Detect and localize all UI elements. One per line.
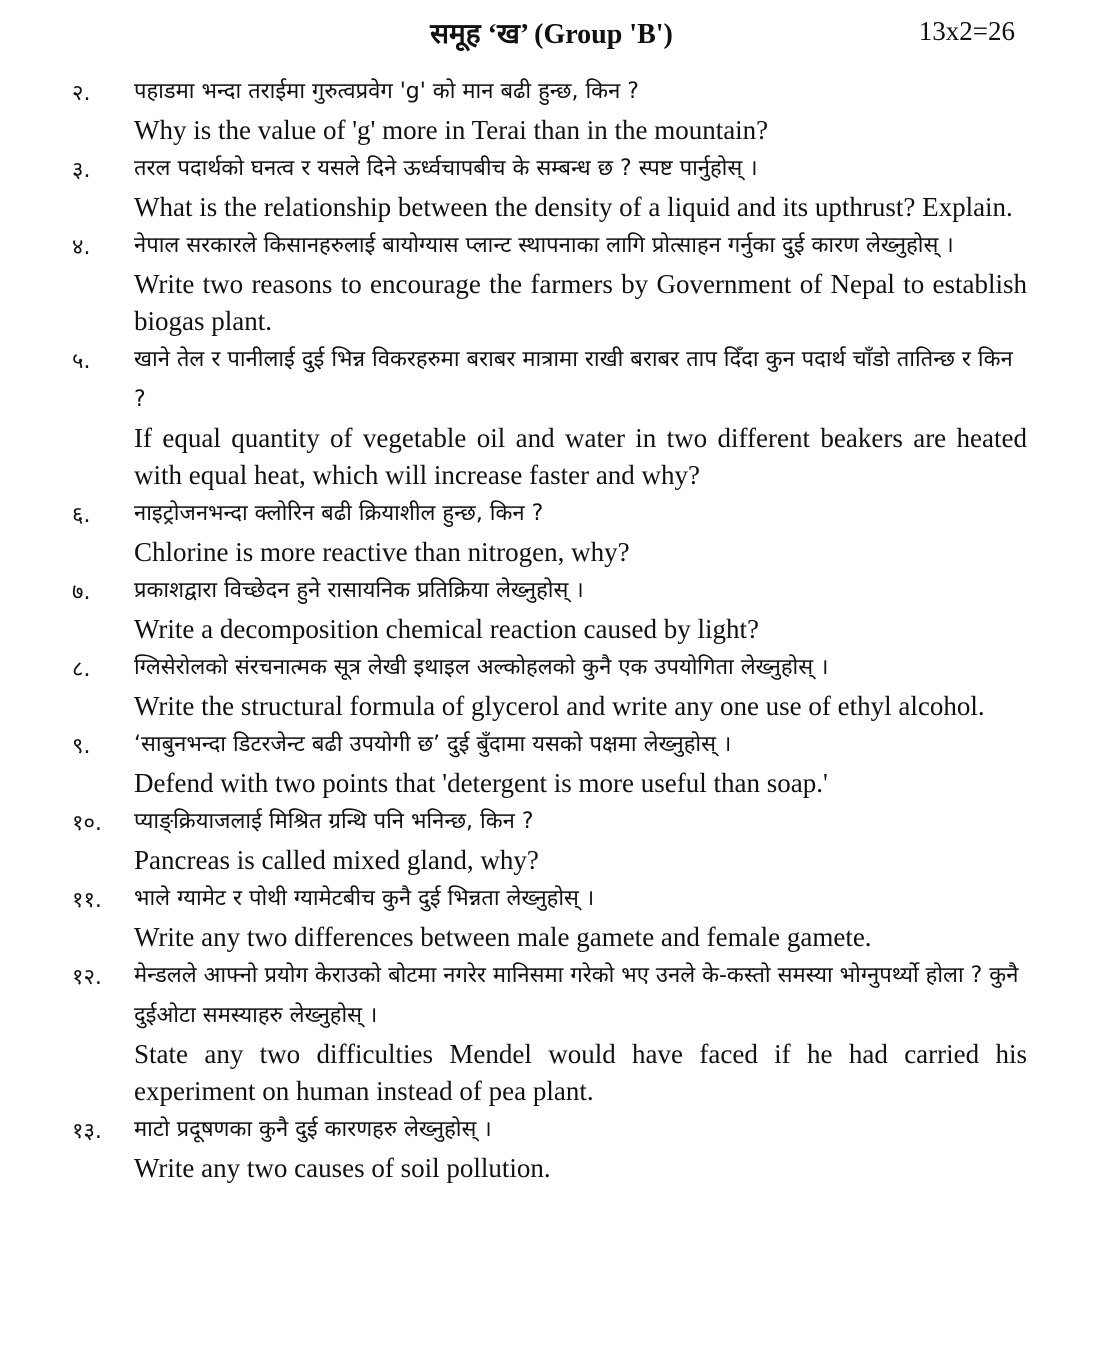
question-text-nepali: खाने तेल र पानीलाई दुई भिन्न विकरहरुमा बराबर मात्रामा राखी बराबर ताप दिँदा कुन पदार्थ चाँडो तातिन्छ र किन ?	[134, 347, 1013, 412]
question-number: ९.	[72, 734, 91, 759]
question-body	[134, 725, 1027, 802]
question-body	[134, 879, 1027, 956]
question-number: २.	[72, 81, 91, 106]
question-item	[72, 72, 1027, 149]
question-text-english: Chlorine is more reactive than nitrogen, why?	[134, 537, 630, 567]
question-item	[72, 802, 1027, 879]
question-text-english: Write two reasons to encourage the farmers by Government of Nepal to establish biogas plant.	[134, 269, 1027, 336]
question-body	[134, 72, 1027, 149]
question-text-nepali: तरल पदार्थको घनत्व र यसले दिने ऊर्ध्वचापबीच के सम्बन्ध छ ? स्पष्ट पार्नुहोस् ।	[134, 156, 758, 181]
question-text-nepali: ‘साबुनभन्दा डिटरजेन्ट बढी उपयोगी छ’ दुई बुँदामा यसको पक्षमा लेख्नुहोस् ।	[134, 732, 732, 757]
question-body	[134, 494, 1027, 571]
question-text-english: What is the relationship between the density of a liquid and its upthrust? Explain.	[134, 192, 1013, 222]
question-body	[134, 956, 1027, 1110]
question-item	[72, 340, 1027, 494]
marks-allocation: 13x2=26	[918, 16, 1015, 46]
question-number: १०.	[72, 811, 102, 836]
question-item	[72, 571, 1027, 648]
question-body	[134, 340, 1027, 494]
question-number: ११.	[72, 888, 102, 913]
question-item	[72, 956, 1027, 1110]
question-text-english: Why is the value of 'g' more in Terai than in the mountain?	[134, 115, 769, 145]
question-number: ३.	[72, 158, 91, 183]
question-number: १३.	[72, 1119, 102, 1144]
question-text-english: State any two difficulties Mendel would have faced if he had carried his experiment on human instead of pea plant.	[134, 1039, 1027, 1106]
question-number: १२.	[72, 965, 102, 990]
question-text-nepali: नाइट्रोजनभन्दा क्लोरिन बढी क्रियाशील हुन्छ, किन ?	[134, 501, 544, 526]
question-text-nepali: भाले ग्यामेट र पोथी ग्यामेटबीच कुनै दुई भिन्नता लेख्नुहोस् ।	[134, 886, 595, 911]
question-item	[72, 494, 1027, 571]
question-item	[72, 648, 1027, 725]
question-text-nepali: माटो प्रदूषणका कुनै दुई कारणहरु लेख्नुहोस् ।	[134, 1117, 492, 1142]
question-text-nepali: मेन्डलले आफ्नो प्रयोग केराउको बोटमा नगरेर मानिसमा गरेको भए उनले के-कस्तो समस्या भोग्नुपर्थ्यो होला ? कुनै दुईओटा समस्याहरु लेख्नुहोस् ।	[134, 963, 1019, 1028]
question-number: ८.	[72, 657, 91, 682]
question-text-nepali: प्रकाशद्वारा विच्छेदन हुने रासायनिक प्रतिक्रिया लेख्नुहोस् ।	[134, 578, 584, 603]
question-item	[72, 1110, 1027, 1187]
question-text-english: Write any two differences between male gamete and female gamete.	[134, 922, 872, 952]
question-item	[72, 725, 1027, 802]
question-body	[134, 648, 1027, 725]
question-text-english: Write a decomposition chemical reaction caused by light?	[134, 614, 759, 644]
question-number: ५.	[72, 349, 91, 374]
question-text-english: If equal quantity of vegetable oil and water in two different beakers are heated with equal heat, which will increase faster and why?	[134, 423, 1027, 490]
question-item	[72, 226, 1027, 340]
question-item	[72, 879, 1027, 956]
question-text-english: Pancreas is called mixed gland, why?	[134, 845, 539, 875]
question-number: ६.	[72, 503, 91, 528]
question-text-nepali: पहाडमा भन्दा तराईमा गुरुत्वप्रवेग 'g' को मान बढी हुन्छ, किन ?	[134, 79, 639, 104]
question-text-nepali: नेपाल सरकारले किसानहरुलाई बायोग्यास प्लान्ट स्थापनाका लागि प्रोत्साहन गर्नुका दुई कारण लेख्नुहोस् ।	[134, 233, 954, 258]
question-body	[134, 149, 1027, 226]
question-text-nepali: ग्लिसेरोलको संरचनात्मक सूत्र लेखी इथाइल अल्कोहलको कुनै एक उपयोगिता लेख्नुहोस् ।	[134, 655, 829, 680]
question-body	[134, 1110, 1027, 1187]
question-text-english: Write the structural formula of glycerol and write any one use of ethyl alcohol.	[134, 691, 985, 721]
section-header	[0, 14, 1103, 54]
question-number: ४.	[72, 235, 91, 260]
question-number: ७.	[72, 580, 91, 605]
question-text-english: Defend with two points that 'detergent is more useful than soap.'	[134, 768, 828, 798]
question-body	[134, 802, 1027, 879]
question-body	[134, 226, 1027, 340]
question-list	[72, 72, 1027, 1187]
question-text-english: Write any two causes of soil pollution.	[134, 1153, 551, 1183]
group-title: समूह ‘ख’ (Group 'B')	[430, 19, 673, 50]
question-text-nepali: प्याङ्क्रियाजलाई मिश्रित ग्रन्थि पनि भनिन्छ, किन ?	[134, 809, 534, 834]
question-item	[72, 149, 1027, 226]
question-body	[134, 571, 1027, 648]
